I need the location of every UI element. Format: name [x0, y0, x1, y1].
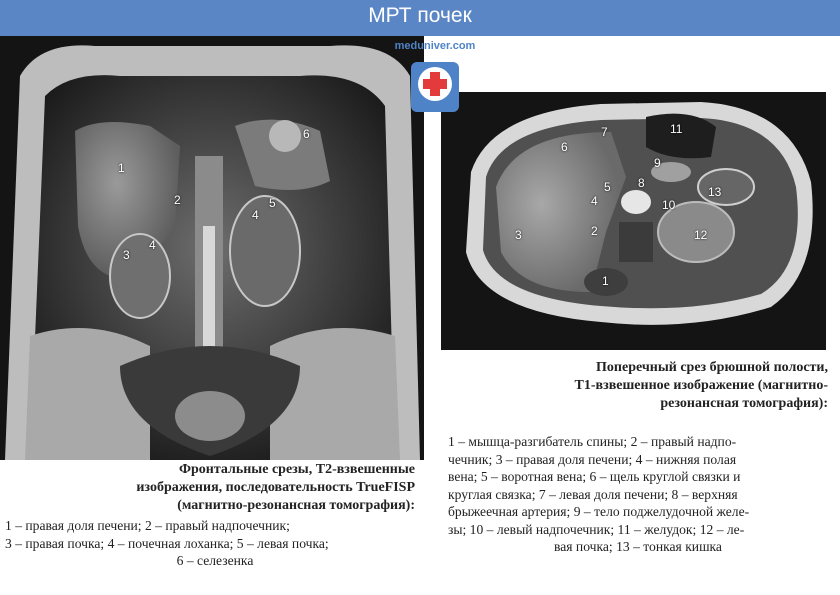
- logo-emblem-icon: [385, 40, 485, 120]
- axial-mri-image: [441, 92, 826, 350]
- axial-label-5: 5: [604, 180, 611, 194]
- right-caption-text: [448, 433, 828, 556]
- header-bar: [0, 0, 840, 36]
- watermark-site: meduniver.com: [394, 40, 476, 52]
- axial-label-8: 8: [638, 176, 645, 190]
- page-title: МРТ почек: [368, 4, 472, 27]
- right-caption-title: [458, 359, 828, 413]
- axial-label-4: 4: [591, 194, 598, 208]
- coronal-label-5: 5: [269, 196, 276, 210]
- axial-label-6: 6: [561, 140, 568, 154]
- axial-label-3: 3: [515, 228, 522, 242]
- left-caption-title-line-2: изображения, последовательность TrueFISP: [136, 480, 415, 495]
- left-caption-line-2: 3 – правая почка; 4 – почечная лоханка; 5 – левая почка;: [5, 535, 329, 551]
- axial-label-2: 2: [591, 224, 598, 238]
- left-caption-line-1: 1 – правая доля печени; 2 – правый надпочечник;: [5, 518, 290, 533]
- right-caption-line-2: чечник; 3 – правая доля печени; 4 – нижняя полая: [448, 451, 737, 467]
- meduniver-logo: [385, 40, 485, 120]
- right-caption-title-line-1: Поперечный срез брюшной полости,: [596, 360, 828, 375]
- right-caption-line-5: брыжеечная артерия; 9 – тело поджелудочной желе-: [448, 504, 750, 519]
- coronal-label-4-left: 4: [252, 208, 259, 222]
- coronal-label-2: 2: [174, 193, 181, 207]
- right-caption-line-1: 1 – мышца-разгибатель спины; 2 – правый надпо-: [448, 434, 737, 449]
- axial-label-1: 1: [602, 274, 609, 288]
- coronal-mri-drawing: [0, 36, 424, 460]
- left-caption-title-line-1: Фронтальные срезы, Т2-взвешенные: [178, 462, 415, 477]
- axial-label-9: 9: [654, 156, 661, 170]
- axial-label-11: 11: [670, 122, 683, 136]
- coronal-label-3: 3: [123, 248, 130, 262]
- coronal-mri-image: [0, 36, 424, 460]
- right-caption-line-3: вена; 5 – воротная вена; 6 – щель круглой связки и: [448, 469, 741, 484]
- left-caption-text: [5, 517, 425, 570]
- left-caption-title: [85, 461, 415, 515]
- right-caption-title-line-3: резонансная томография):: [660, 396, 828, 411]
- axial-label-10: 10: [662, 198, 676, 212]
- axial-label-13: 13: [708, 185, 722, 199]
- right-caption-line-6: зы; 10 – левый надпочечник; 11 – желудок; 12 – ле-: [448, 521, 745, 537]
- coronal-label-1: 1: [118, 161, 125, 175]
- right-caption-line-4: круглая связка; 7 – левая доля печени; 8 – верхняя: [448, 486, 738, 502]
- axial-label-12: 12: [694, 228, 708, 242]
- right-caption-line-7: вая почка; 13 – тонкая кишка: [554, 539, 722, 554]
- left-caption-line-3: 6 – селезенка: [176, 553, 254, 568]
- axial-label-7: 7: [601, 125, 608, 139]
- right-caption-title-line-2: Т1-взвешенное изображение (магнитно-: [574, 378, 828, 393]
- left-caption-title-line-3: (магнитно-резонансная томография):: [177, 498, 415, 513]
- axial-mri-drawing: [441, 92, 826, 350]
- coronal-label-4-right: 4: [149, 238, 156, 252]
- coronal-label-6: 6: [303, 127, 310, 141]
